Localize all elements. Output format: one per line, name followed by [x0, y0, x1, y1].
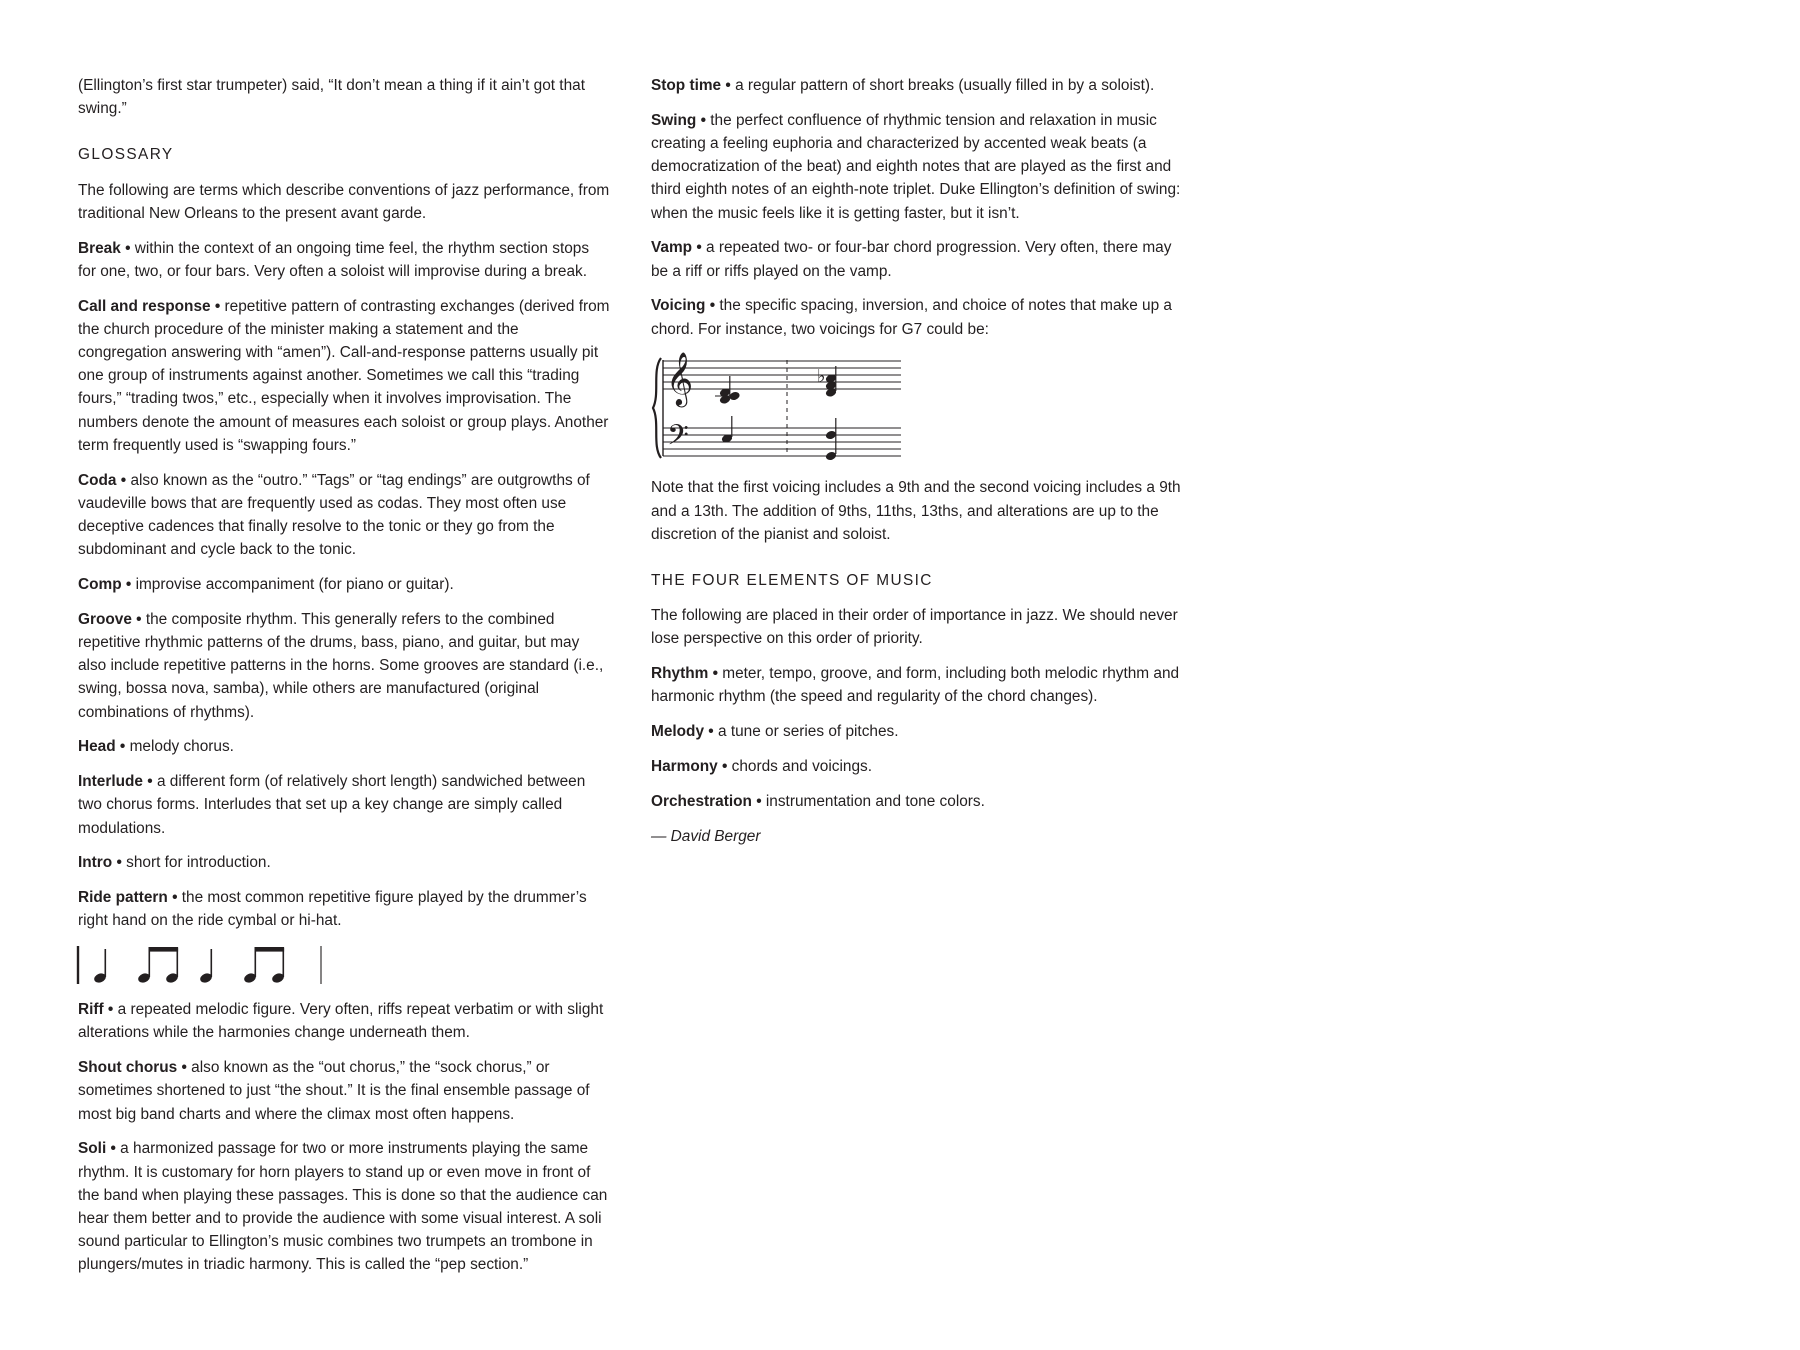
entry-definition: instrumentation and tone colors.	[765, 792, 985, 810]
entry-definition: the specific spacing, inversion, and choice of notes that make up a chord. For instance, two voicings for G7 could be:	[651, 297, 1172, 338]
entry-term: Call and response	[78, 297, 211, 315]
elements-intro: The following are placed in their order of importance in jazz. We should never lose perspective on this order of priority.	[651, 607, 1178, 648]
g7-voicings-staff	[649, 352, 909, 464]
entry-separator: •	[177, 1059, 192, 1077]
glossary-entry-shout-chorus	[78, 1056, 611, 1126]
element-rhythm	[651, 662, 1184, 708]
entry-separator: •	[103, 1001, 118, 1019]
entry-definition: melody chorus.	[129, 738, 234, 756]
glossary-entry-comp	[78, 573, 611, 596]
glossary-entry-call-and-response	[78, 295, 611, 457]
glossary-entry-swing	[651, 109, 1184, 225]
element-orchestration	[651, 790, 1184, 813]
glossary-entry-coda	[78, 469, 611, 562]
entry-separator: •	[696, 111, 711, 129]
entry-definition: a harmonized passage for two or more instruments playing the same rhythm. It is customary for horn players to stand up or even move in front of the band when playing these passages. This is done so that the audience can hear them better and to provide the audience with some visual interest. A soli sound particular to Ellington’s music combines two trumpets an trombone in plungers/mutes in triadic harmony. This is called the “pep section.”	[78, 1140, 608, 1274]
bass-staff	[663, 428, 901, 456]
left-column	[78, 74, 611, 1288]
entry-separator: •	[704, 723, 718, 741]
entry-definition: the composite rhythm. This generally refers to the combined repetitive rhythmic patterns of the drums, bass, piano, and guitar, but may also include repetitive patterns in the horns. Some grooves are standard (i.e., swing, bossa nova, samba), while others are manufactured (original combinations of rhythms).	[78, 610, 604, 721]
entry-term: Voicing	[651, 297, 706, 315]
entry-term: Rhythm	[651, 665, 709, 683]
beam	[149, 947, 179, 952]
glossary-entry-intro	[78, 851, 611, 874]
entry-definition: a repeated melodic figure. Very often, riffs repeat verbatim or with slight alterations while the harmonies change underneath them.	[78, 1001, 604, 1042]
entry-term: Orchestration	[651, 792, 752, 810]
entry-separator: •	[106, 1140, 121, 1158]
entry-separator: •	[717, 758, 732, 776]
entry-separator: •	[751, 792, 766, 810]
glossary-entry-break	[78, 237, 611, 283]
author-attribution: — David Berger	[651, 827, 761, 845]
glossary-intro: The following are terms which describe conventions of jazz performance, from traditional New Orleans to the present avant garde.	[78, 181, 610, 222]
glossary-entry-soli	[78, 1137, 611, 1276]
entry-separator: •	[143, 773, 157, 791]
entry-term: Break	[78, 239, 121, 257]
element-harmony	[651, 755, 1184, 778]
entry-term: Riff	[78, 1001, 104, 1019]
entry-separator: •	[112, 854, 127, 872]
beam	[255, 947, 285, 952]
entry-term: Melody	[651, 723, 705, 741]
entry-definition: improvise accompaniment (for piano or guitar).	[135, 576, 454, 594]
ride-pattern-notation	[76, 944, 336, 988]
entry-definition: a different form (of relatively short length) sandwiched between two chorus forms. Interludes that set up a key change are simply called modulations.	[78, 773, 586, 837]
entry-separator: •	[708, 665, 723, 683]
glossary-entry-ride-pattern	[78, 886, 611, 932]
entry-separator: •	[167, 889, 182, 907]
entry-separator: •	[210, 297, 225, 315]
treble-clef-icon: 𝄞	[666, 352, 694, 406]
entry-definition: the most common repetitive figure played by the drummer’s right hand on the ride cymbal or hi-hat.	[78, 889, 587, 930]
entry-definition: repetitive pattern of contrasting exchanges (derived from the church procedure of the minister making a statement and the congregation answering with “amen”). Call-and-response patterns usually pit one group of instruments against another. Sometimes we call this “trading fours,” “trading twos,” etc., especially when it involves improvisation. The numbers denote the amount of measures each soloist or group plays. Another term frequently used is “swapping fours.”	[78, 297, 610, 454]
glossary-entry-voicing	[651, 294, 1184, 340]
elements-heading: THE FOUR ELEMENTS OF MUSIC	[651, 572, 933, 590]
glossary-entry-groove	[78, 608, 611, 724]
entry-term: Interlude	[78, 773, 143, 791]
right-column	[651, 74, 1184, 848]
entry-definition: chords and voicings.	[731, 758, 872, 776]
glossary-heading: GLOSSARY	[78, 146, 174, 164]
entry-definition: also known as the “outro.” “Tags” or “tag endings” are outgrowths of vaudeville bows that are frequently used as codas. They most often use deceptive cadences that finally resolve to the tonic or they go from the subdominant and cycle back to the tonic.	[78, 471, 590, 559]
entry-term: Intro	[78, 854, 113, 872]
entry-term: Comp	[78, 576, 122, 594]
glossary-entry-interlude	[78, 770, 611, 840]
entry-separator: •	[120, 239, 135, 257]
entry-separator: •	[121, 576, 136, 594]
entry-definition: a tune or series of pitches.	[717, 723, 899, 741]
entry-separator: •	[705, 297, 720, 315]
intro-fragment: (Ellington’s first star trumpeter) said, “It don’t mean a thing if it ain’t got that swing.”	[78, 77, 585, 118]
glossary-entry-vamp	[651, 236, 1184, 282]
treble-staff	[663, 361, 901, 389]
grand-staff-brace	[653, 358, 661, 458]
entry-term: Harmony	[651, 758, 718, 776]
entry-term: Vamp	[651, 239, 693, 257]
entry-separator: •	[131, 610, 146, 628]
glossary-entry-riff	[78, 998, 611, 1044]
voicing-note: Note that the first voicing includes a 9th and the second voicing includes a 9th and a 13th. The addition of 9ths, 11ths, 13ths, and alterations are up to the discretion of the pianist and soloist.	[651, 479, 1181, 543]
entry-separator: •	[692, 239, 707, 257]
entry-definition: meter, tempo, groove, and form, including both melodic rhythm and harmonic rhythm (the speed and regularity of the chord changes).	[651, 665, 1180, 706]
entry-term: Stop time	[651, 77, 722, 94]
entry-term: Coda	[78, 471, 117, 489]
flat-accidental: ♭	[817, 366, 826, 388]
entry-definition: the perfect confluence of rhythmic tension and relaxation in music creating a feeling euphoria and characterized by accented weak beats (a democratization of the beat) and eighth notes that are played as the first and third eighth notes of an eighth-note triplet. Duke Ellington’s definition of swing: when the music feels like it is getting faster, but it isn’t.	[651, 111, 1181, 222]
entry-definition: a regular pattern of short breaks (usually filled in by a soloist).	[735, 77, 1155, 94]
bass-clef-icon: 𝄢	[667, 419, 689, 460]
entry-separator: •	[721, 77, 736, 94]
entry-definition: short for introduction.	[126, 854, 271, 872]
element-melody	[651, 720, 1184, 743]
glossary-entry-head	[78, 735, 611, 758]
entry-term: Shout chorus	[78, 1059, 178, 1077]
entry-separator: •	[115, 738, 130, 756]
entry-definition: also known as the “out chorus,” the “sock chorus,” or sometimes shortened to just “the shout.” It is the final ensemble passage of most big band charts and where the climax most often happens.	[78, 1059, 590, 1123]
entry-separator: •	[116, 471, 131, 489]
entry-definition: within the context of an ongoing time feel, the rhythm section stops for one, two, or four bars. Very often a soloist will improvise during a break.	[78, 239, 590, 280]
entry-term: Ride pattern	[78, 889, 168, 907]
entry-term: Groove	[78, 610, 132, 628]
entry-term: Swing	[651, 111, 697, 129]
glossary-entry-stop-time	[651, 74, 1184, 97]
entry-term: Head	[78, 738, 116, 756]
entry-term: Soli	[78, 1140, 107, 1158]
entry-definition: a repeated two- or four-bar chord progression. Very often, there may be a riff or riffs played on the vamp.	[651, 239, 1172, 280]
